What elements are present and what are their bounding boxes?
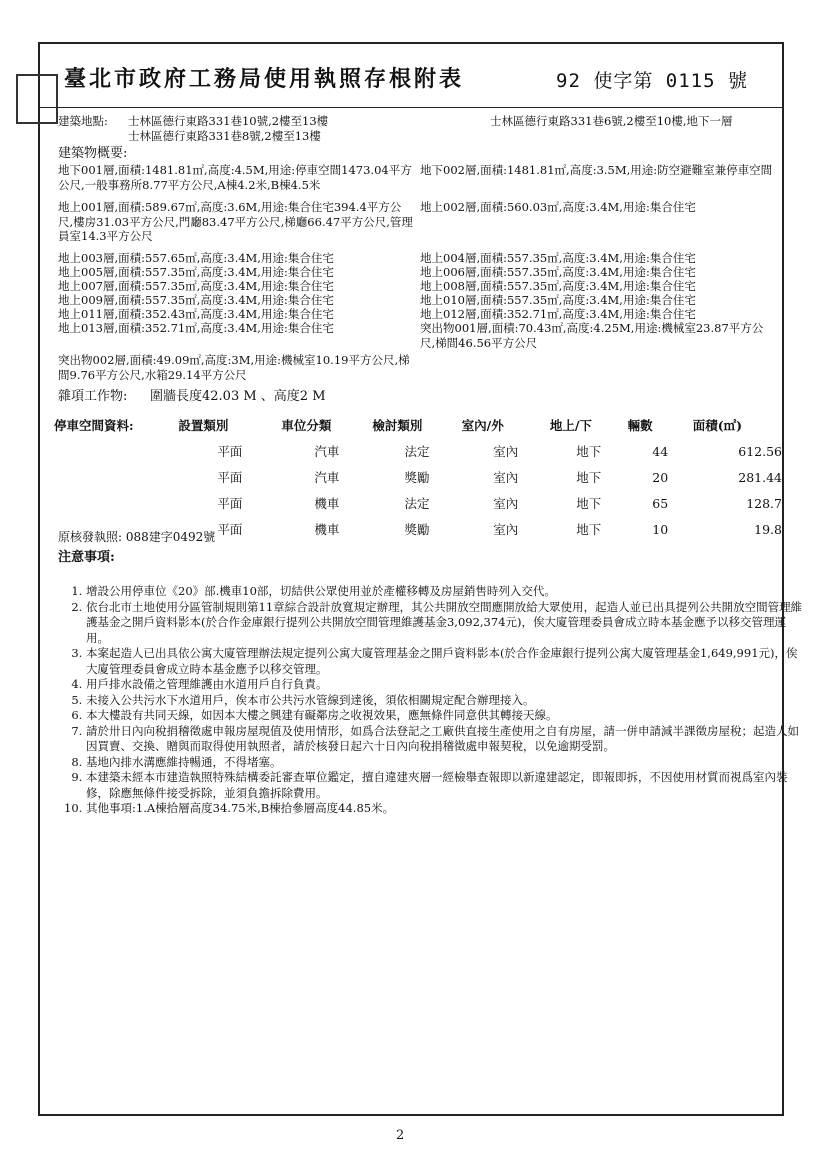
- list-item: 7. 請於卅日內向稅捐稽徵處申報房屋現值及使用情形，如爲合法登記之工廠供直接生產使用之自有房屋，請一併申請減半課徵房屋稅；起造人如因買賣、交換、贈與而取得使用執照者，請於核發日起六十日內向稅捐稽徵處申報契稅，以免逾期受罰。: [86, 724, 804, 755]
- table-row: [54, 466, 782, 492]
- table-cell: 汽車: [314, 444, 340, 459]
- table-cell: 10: [652, 521, 669, 537]
- col-level: 地上/下: [549, 418, 592, 433]
- original-permit: 原核發執照: 088建字0492號: [58, 530, 216, 544]
- list-item: 5. 未接入公共污水下水道用戶，俟本市公共污水管線到達後，須依相關規定配合辦理接入。: [86, 693, 804, 709]
- page-number: 2: [396, 1128, 405, 1143]
- address-label: 建築地點:: [58, 114, 108, 128]
- list-item: 10. 其他事項:1.A棟拾層高度34.75米,B棟拾參層高度44.85米。: [86, 801, 804, 817]
- table-row: [54, 440, 782, 466]
- table-cell: 獎勵: [404, 470, 430, 485]
- notes-label: 注意事項:: [58, 550, 115, 565]
- table-cell: 平面: [217, 444, 243, 459]
- table-cell: 19.8: [754, 521, 782, 537]
- col-area: 面積(㎡): [692, 418, 743, 433]
- table-cell: 機車: [314, 522, 340, 537]
- col-vehicle: 車位分類: [281, 418, 332, 433]
- table-cell: 室內: [493, 496, 519, 511]
- table-cell: 室內: [493, 522, 519, 537]
- address-line-1: 士林區德行東路331巷10號,2樓至13樓: [128, 114, 329, 128]
- table-cell: 128.7: [746, 495, 782, 511]
- table-cell: 地下: [576, 496, 602, 511]
- stamp-mark: [16, 74, 58, 124]
- col-count: 輛數: [627, 418, 653, 433]
- parking-label: 停車空間資料:: [54, 418, 134, 433]
- table-cell: 65: [652, 495, 669, 511]
- list-item: 2. 依台北市土地使用分區管制規則第11章綜合設計放寬規定辦理，其公共開放空間應開放給大眾使用，起造人並已出具提列公共開放空間管理維護基金之開戶資料影本(於合作金庫銀行提列公共開放空間管理維護基金3,092,374元)，俟大廈管理委員會成立時本基金應予以移交管理運用。: [86, 600, 804, 647]
- floor-2: 地上002層,面積:560.03㎡,高度:3.4M,用途:集合住宅: [420, 200, 696, 214]
- document-frame: [38, 42, 803, 1116]
- overview-label: 建築物概要:: [58, 146, 128, 161]
- table-cell: 44: [652, 443, 669, 459]
- floor-1: 地上001層,面積:589.67㎡,高度:3.6M,用途:集合住宅394.4平方公尺,樓房31.03平方公尺,門廳83.47平方公尺,梯廳66.47平方公尺,管理員室14.3平方公尺: [58, 200, 413, 243]
- address-line-2: 士林區德行東路331巷8號,2樓至13樓: [128, 129, 321, 143]
- table-cell: 地下: [576, 444, 602, 459]
- floor-4: 地上004層,面積:557.35㎡,高度:3.4M,用途:集合住宅: [420, 251, 696, 265]
- col-review: 檢討類別: [372, 418, 423, 433]
- notes-list: [58, 584, 804, 817]
- table-cell: 20: [652, 469, 669, 485]
- permit-number: 92 使字第 0115 號: [556, 70, 748, 92]
- table-cell: 法定: [404, 496, 430, 511]
- floor-10: 地上010層,面積:557.35㎡,高度:3.4M,用途:集合住宅: [420, 293, 696, 307]
- table-cell: 平面: [217, 496, 243, 511]
- table-cell: 地下: [576, 470, 602, 485]
- table-cell: 室內: [493, 470, 519, 485]
- document-title: 臺北市政府工務局使用執照存根附表: [64, 66, 465, 92]
- floor-9: 地上009層,面積:557.35㎡,高度:3.4M,用途:集合住宅: [58, 293, 334, 307]
- table-cell: 法定: [404, 444, 430, 459]
- table-cell: 汽車: [314, 470, 340, 485]
- col-indoor: 室內/外: [461, 418, 504, 433]
- table-cell: 室內: [493, 444, 519, 459]
- list-item: 4. 用戶排水設備之管理維護由水道用戶自行負責。: [86, 677, 804, 693]
- floor-5: 地上005層,面積:557.35㎡,高度:3.4M,用途:集合住宅: [58, 265, 334, 279]
- address-line-3: 士林區德行東路331巷6號,2樓至10樓,地下一層: [490, 114, 733, 128]
- table-row: [54, 492, 782, 518]
- floor-b1: 地下001層,面積:1481.81㎡,高度:4.5M,用途:停車空間1473.04平方公尺,一般事務所8.77平方公尺,A棟4.2米,B棟4.5米: [58, 163, 412, 192]
- floor-b2: 地下002層,面積:1481.81㎡,高度:3.5M,用途:防空避難室兼停車空間: [420, 163, 773, 177]
- rooftop-2: 突出物002層,面積:49.09㎡,高度:3M,用途:機械室10.19平方公尺,梯間9.76平方公尺,水箱29.14平方公尺: [58, 353, 410, 382]
- floor-12: 地上012層,面積:352.71㎡,高度:3.4M,用途:集合住宅: [420, 307, 696, 321]
- list-item: 1. 增設公用停車位《20》部.機車10部，切結供公眾使用並於產權移轉及房屋銷售時列入交代。: [86, 584, 804, 600]
- list-item: 9. 本建築未經本市建造執照特殊結構委託審查單位鑑定，擅自違建夾層一經檢舉查報即以新違建認定，即報即拆，不因使用材質而視爲室內裝修，除應無條件接受拆除，並須負擔拆除費用。: [86, 770, 804, 801]
- table-cell: 獎勵: [404, 522, 430, 537]
- table-cell: 平面: [217, 522, 243, 537]
- table-cell: 機車: [314, 496, 340, 511]
- table-cell: 地下: [576, 522, 602, 537]
- list-item: 3. 本案起造人已出具依公寓大廈管理辦法規定提列公寓大廈管理基金之開戶資料影本(於合作金庫銀行提列公寓大廈管理基金1,649,991元)，俟大廈管理委員會成立時本基金應予以移交管理。: [86, 646, 804, 677]
- table-cell: 281.44: [738, 469, 782, 485]
- col-category: 設置類別: [178, 418, 229, 433]
- rooftop-1: 突出物001層,面積:70.43㎡,高度:4.25M,用途:機械室23.87平方公尺,梯間46.56平方公尺: [420, 321, 764, 350]
- parking-header-row: [54, 416, 782, 440]
- title-divider: [40, 107, 782, 108]
- floor-6: 地上006層,面積:557.35㎡,高度:3.4M,用途:集合住宅: [420, 265, 696, 279]
- floor-8: 地上008層,面積:557.35㎡,高度:3.4M,用途:集合住宅: [420, 279, 696, 293]
- misc-value: 圍牆長度42.03 M 、高度2 M: [150, 389, 326, 404]
- table-cell: 612.56: [738, 443, 782, 459]
- list-item: 6. 本大樓設有共同天線，如因本大樓之興建有礙鄰房之收視效果，應無條件同意供其轉接天線。: [86, 708, 804, 724]
- table-cell: 平面: [217, 470, 243, 485]
- floor-11: 地上011層,面積:352.43㎡,高度:3.4M,用途:集合住宅: [58, 307, 334, 321]
- floor-3: 地上003層,面積:557.65㎡,高度:3.4M,用途:集合住宅: [58, 251, 334, 265]
- misc-label: 雜項工作物:: [58, 389, 128, 404]
- floor-13: 地上013層,面積:352.71㎡,高度:3.4M,用途:集合住宅: [58, 321, 334, 335]
- parking-table: [54, 416, 782, 544]
- floor-7: 地上007層,面積:557.35㎡,高度:3.4M,用途:集合住宅: [58, 279, 334, 293]
- list-item: 8. 基地內排水溝應維持暢通，不得堵塞。: [86, 755, 804, 771]
